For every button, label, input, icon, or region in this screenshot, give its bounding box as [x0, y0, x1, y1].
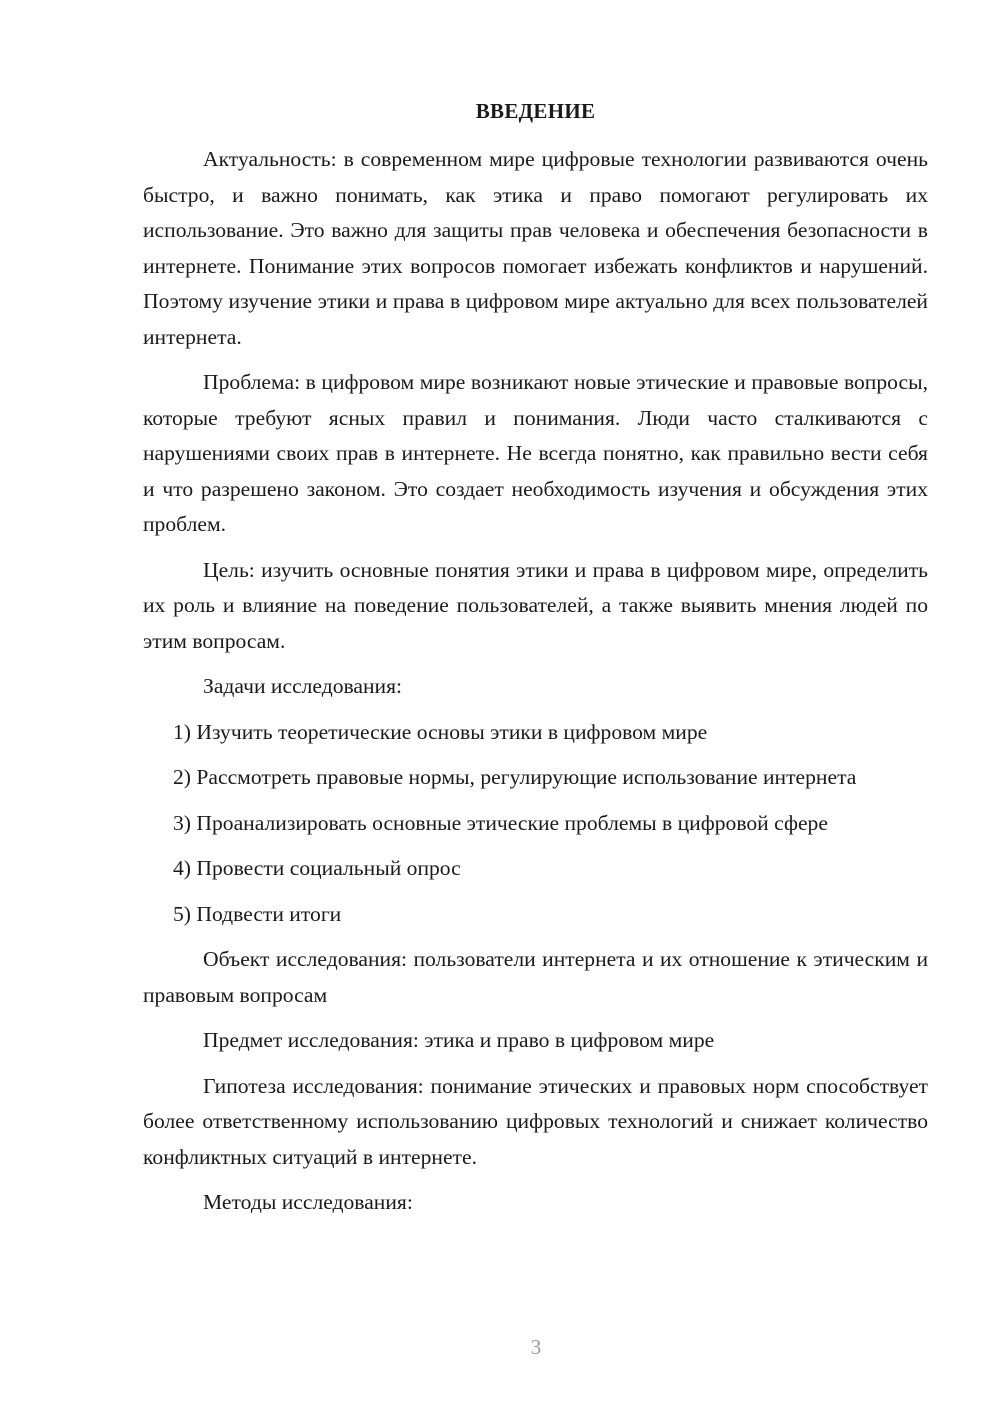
task-item-3: 3) Проанализировать основные этические проблемы в цифровой сфере — [173, 810, 828, 835]
paragraph-problem: Проблема: в цифровом мире возникают новые этические и правовые вопросы, которые требуют ясных правил и понимания. Люди часто сталкиваются с нарушениями своих прав в интернете. Не всегда понятно, как правильно вести себя и что разрешено законом. Это создает необходимость изучения и обсуждения этих проблем. — [143, 370, 928, 536]
page-number: 3 — [530, 1335, 542, 1359]
paragraph-hypothesis: Гипотеза исследования: понимание этических и правовых норм способствует более ответственному использованию цифровых технологий и снижает количество конфликтных ситуаций в интернете. — [143, 1073, 928, 1169]
paragraph-object: Объект исследования: пользователи интернета и их отношение к этическим и правовым вопросам — [143, 947, 928, 1007]
paragraph-relevance: Актуальность: в современном мире цифровые технологии развиваются очень быстро, и важно понимать, как этика и право помогают регулировать их использование. Это важно для защиты прав человека и обеспечения безопасности в интернете. Понимание этих вопросов помогает избежать конфликтов и нарушений. Поэтому изучение этики и права в цифровом мире актуально для всех пользователей интернета. — [143, 147, 928, 349]
body-text — [143, 142, 928, 1231]
page-title: ВВЕДЕНИЕ — [475, 99, 596, 123]
paragraph-goal: Цель: изучить основные понятия этики и права в цифровом мире, определить их роль и влияние на поведение пользователей, а также выявить мнения людей по этим вопросам. — [143, 557, 928, 653]
paragraph-subject: Предмет исследования: этика и право в цифровом мире — [203, 1028, 715, 1052]
paragraph-methods: Методы исследования: — [203, 1190, 413, 1214]
task-item-1: 1) Изучить теоретические основы этики в цифровом мире — [173, 719, 708, 744]
paragraph-tasks-heading: Задачи исследования: — [203, 674, 403, 698]
task-item-5: 5) Подвести итоги — [173, 901, 342, 926]
task-item-2: 2) Рассмотреть правовые нормы, регулирующие использование интернета — [173, 765, 857, 789]
task-item-4: 4) Провести социальный опрос — [173, 856, 461, 880]
